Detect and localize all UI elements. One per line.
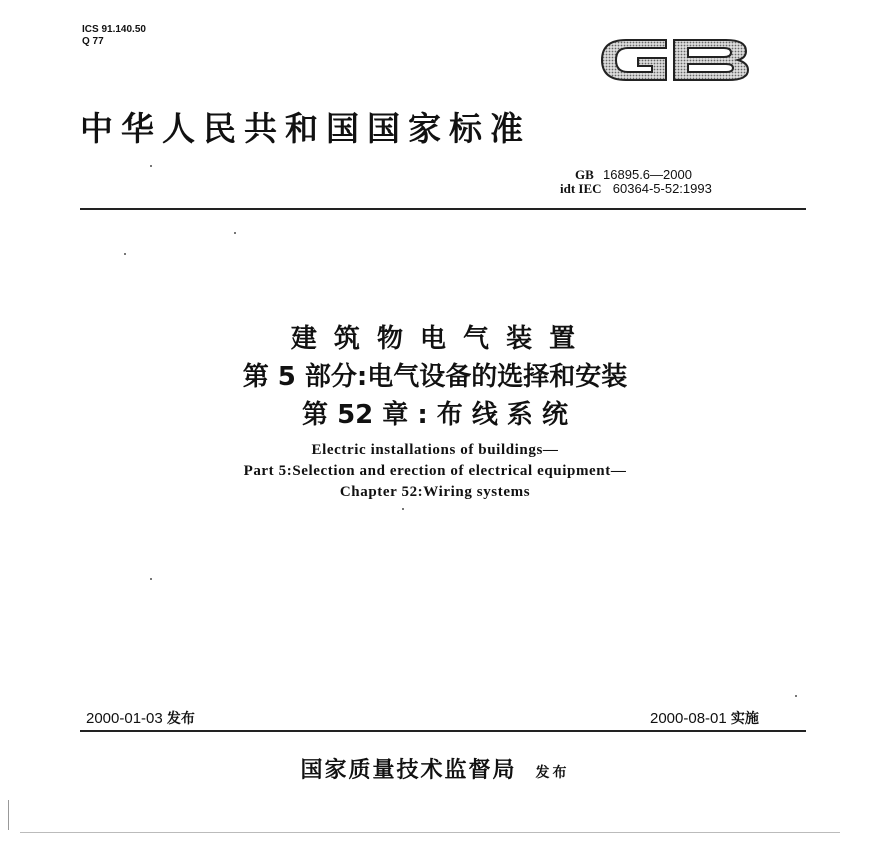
implementation-date-line [650, 708, 759, 728]
header-divider [80, 208, 806, 210]
implementation-date: 2000-08-01 [650, 710, 727, 727]
gb-logo [596, 32, 752, 88]
cn-title-line2: 第 5 部分:电气设备的选择和安装 [242, 362, 628, 392]
en-title-line2: Part 5:Selection and erection of electrical equipment— [243, 463, 627, 479]
implementation-label: 实施 [730, 711, 759, 727]
gb-number: 16895.6—2000 [603, 167, 692, 182]
cn-title-line1: 建 筑 物 电 气 装 置 [290, 324, 580, 354]
issuer-label: 发布 [535, 765, 570, 781]
idt-prefix: idt IEC [560, 181, 602, 196]
scan-speck [150, 578, 152, 580]
issuer-line [0, 753, 870, 784]
en-title-line1: Electric installations of buildings— [311, 442, 559, 458]
idt-number: 60364-5-52:1993 [612, 181, 712, 196]
scan-edge-mark [8, 800, 9, 830]
scan-speck [795, 695, 797, 697]
gb-prefix: GB [575, 167, 594, 182]
scan-speck [124, 253, 126, 255]
ics-code: ICS 91.140.50 [82, 24, 146, 35]
scan-speck [150, 165, 152, 167]
en-title-line3: Chapter 52:Wiring systems [339, 484, 531, 500]
national-standard-title: 中华人民共和国国家标准 [80, 109, 531, 148]
q-code: Q 77 [82, 36, 104, 47]
scan-bottom-edge [20, 832, 840, 833]
gb-logo-graphic [596, 32, 752, 88]
issue-date-line [86, 708, 195, 728]
scan-speck [234, 232, 236, 234]
issue-label: 发布 [166, 711, 195, 727]
scan-speck [402, 508, 404, 510]
issuer-org: 国家质量技术监督局 [300, 758, 517, 783]
issue-date: 2000-01-03 [86, 710, 163, 727]
footer-divider [80, 730, 806, 732]
idt-number-line [560, 181, 790, 197]
cn-title-line3: 第 52 章 : 布 线 系 统 [302, 400, 568, 430]
